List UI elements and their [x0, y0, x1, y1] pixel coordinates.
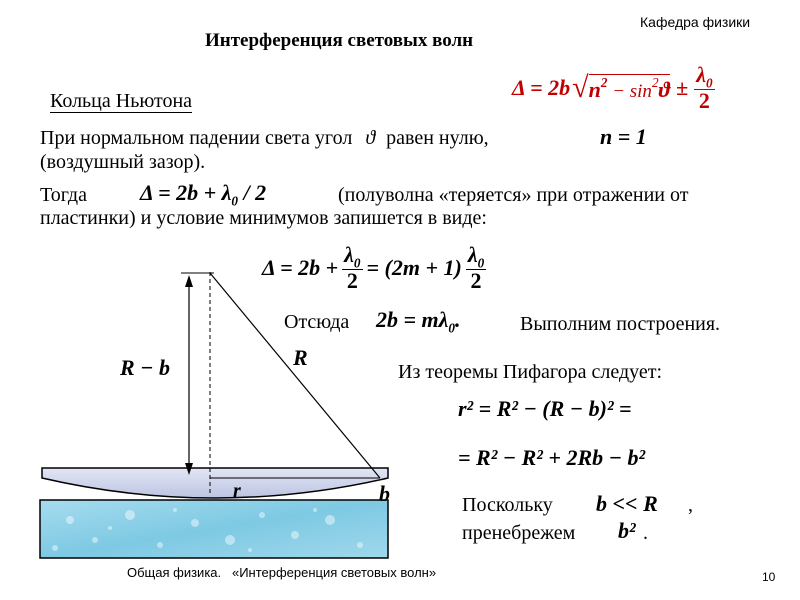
result-formula-main: 2b = mλ — [376, 307, 449, 332]
min-frac2-num-sub: 0 — [477, 255, 485, 271]
result-construct: Выполним построения. — [520, 313, 721, 335]
neglect-formula: b² — [618, 518, 636, 543]
plano-convex-lens — [42, 468, 388, 498]
department-label: Кафедра физики — [640, 14, 751, 30]
label-R-minus-b: R − b — [120, 355, 171, 380]
min-frac2-den: 2 — [466, 269, 486, 292]
neglect-period: . — [643, 522, 648, 544]
formula-lhs: Δ = 2b — [512, 75, 571, 100]
radicand-sin: − sin — [607, 80, 652, 102]
slide-title: Интерференция световых волн — [205, 30, 474, 51]
paragraph2-line2: пластинки) и условие минимумов запишется в виде: — [40, 207, 487, 229]
theta-symbol: ϑ — [365, 127, 376, 149]
subtitle-newton-rings: Кольца Ньютона — [50, 90, 193, 112]
footer-course: Общая физика. «Интерференция световых волн» — [127, 565, 437, 580]
arrow-head-up — [185, 275, 193, 287]
pythagoras-intro: Из теоремы Пифагора следует: — [398, 361, 663, 383]
min-mid: = (2m + 1) — [366, 255, 462, 280]
plus-minus: ± — [676, 75, 689, 100]
result-formula-dot: . — [455, 307, 461, 332]
min-lhs: Δ = 2b + — [262, 255, 339, 280]
p1-text-a: При нормальном падении света угол — [40, 127, 353, 149]
sqrt-sign: √ — [572, 71, 589, 104]
frac-num: λ — [696, 61, 706, 87]
frac-den: 2 — [694, 89, 714, 112]
radicand-n-exp: 2 — [600, 74, 608, 90]
paragraph2-line1-rest: (полуволна «теряется» при отражении от — [338, 184, 689, 206]
pythagoras-eq1: r² = R² − (R − b)² = — [458, 396, 632, 421]
radicand-sin-exp: 2 — [651, 74, 659, 90]
radius-line — [210, 273, 380, 478]
min-frac1-num-sub: 0 — [353, 255, 361, 271]
frac-num-sub: 0 — [705, 75, 713, 91]
min-frac1-den: 2 — [342, 269, 362, 292]
min-frac2-num: λ — [467, 241, 478, 267]
radicand-theta: ϑ — [658, 76, 671, 102]
radicand-n: n — [588, 76, 601, 102]
since-text: Поскольку — [462, 494, 553, 516]
p1-text-b: равен нулю, — [386, 127, 489, 149]
label-r: r — [233, 480, 241, 502]
result-formula-sub: 0 — [448, 320, 456, 336]
label-b: b — [379, 481, 390, 506]
paragraph1-line2: (воздушный зазор). — [40, 151, 206, 173]
formula-delta-plate-sub: 0 — [231, 193, 239, 209]
glass-plate — [40, 500, 388, 558]
formula-delta-plate-main: Δ = 2b + λ — [140, 180, 232, 205]
pythagoras-eq2: = R² − R² + 2Rb − b² — [458, 445, 646, 470]
result-hence: Отсюда — [284, 311, 350, 333]
neglect-text: пренебрежем — [462, 522, 576, 544]
page-number: 10 — [762, 570, 776, 584]
since-comma: , — [688, 494, 693, 516]
formula-delta-plate-tail: / 2 — [243, 180, 267, 205]
formula-n-equals-1: n = 1 — [600, 124, 647, 149]
label-R: R — [293, 345, 308, 370]
min-frac1-num: λ — [344, 241, 354, 267]
since-formula: b << R — [596, 491, 658, 516]
paragraph2-then: Тогда — [40, 184, 87, 206]
